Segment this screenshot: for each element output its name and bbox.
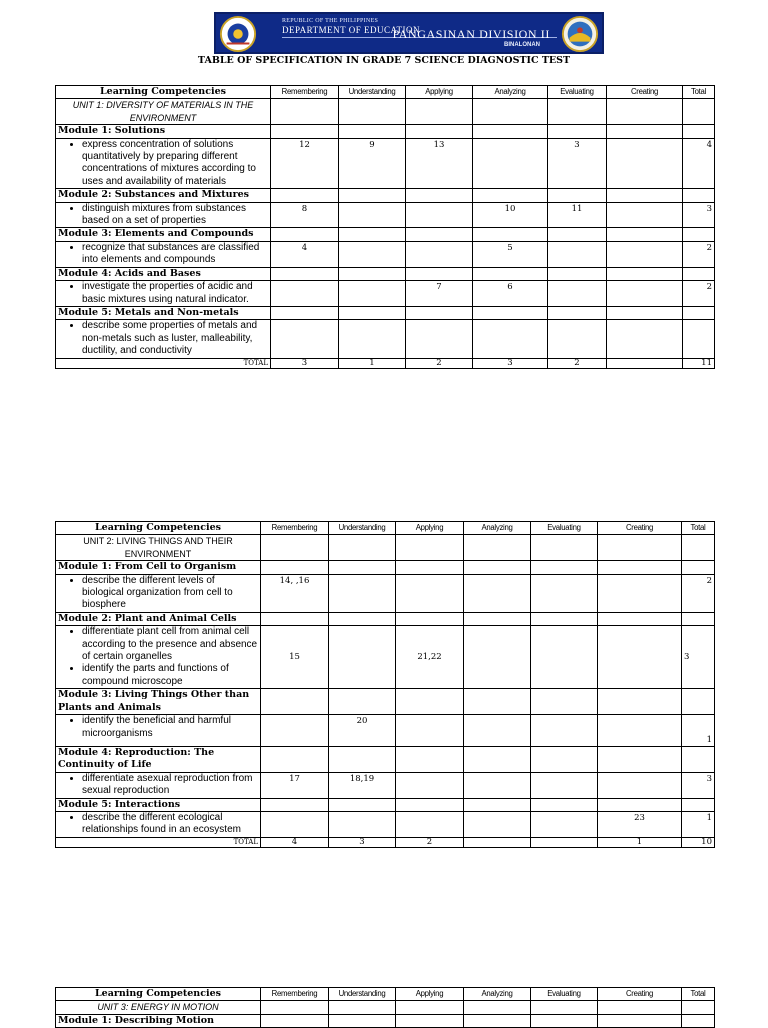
- module-row: [56, 228, 715, 241]
- competency-item: • describe some properties of metals and non-metals such as luster, malleability, ductility, and conductivity: [82, 320, 268, 357]
- evaluating-total: 2: [548, 358, 607, 368]
- creating-header: Creating: [607, 86, 683, 99]
- remembering-cell: [271, 281, 339, 307]
- understanding-cell: 20: [329, 715, 396, 747]
- competency-row: [56, 811, 715, 837]
- analyzing-cell: [473, 138, 548, 189]
- applying-cell: [396, 715, 464, 747]
- unit-title-row: [56, 535, 715, 561]
- deped-seal-icon: [219, 15, 257, 53]
- analyzing-total: 3: [473, 358, 548, 368]
- competency-item: • investigate the properties of acidic and basic mixtures using natural indicator.: [82, 281, 268, 306]
- creating-cell: [607, 202, 683, 228]
- analyzing-cell: 6: [473, 281, 548, 307]
- competency-item: • differentiate asexual reproduction from sexual reproduction: [82, 773, 258, 798]
- creating-total: [607, 358, 683, 368]
- competency-item: • differentiate plant cell from animal cell according to the presence and absence of certain organelles: [82, 626, 258, 663]
- analyzing-cell: [464, 715, 531, 747]
- competency-item: • express concentration of solutions quantitatively by preparing different concentrations of mixtures according to uses and availability of materials: [82, 139, 268, 189]
- evaluating-header: Evaluating: [531, 988, 598, 1001]
- competency-row: [56, 320, 715, 358]
- applying-cell: [406, 202, 473, 228]
- understanding-cell: [329, 626, 396, 689]
- understanding-cell: [339, 202, 406, 228]
- analyzing-cell: 5: [473, 241, 548, 267]
- applying-header: Applying: [396, 988, 464, 1001]
- analyzing-cell: [464, 574, 531, 612]
- total-label: TOTAL: [56, 837, 261, 847]
- competency-cell: [56, 241, 271, 267]
- competency-cell: [56, 281, 271, 307]
- module-row: [56, 1014, 715, 1027]
- remembering-total: 3: [271, 358, 339, 368]
- applying-total: 2: [406, 358, 473, 368]
- unit1-module5-title: Module 5: Metals and Non-metals: [56, 306, 271, 319]
- remembering-cell: 15: [261, 626, 329, 689]
- understanding-cell: 9: [339, 138, 406, 189]
- unit1-table: [55, 85, 715, 369]
- creating-header: Creating: [598, 988, 682, 1001]
- department-text: DEPARTMENT OF EDUCATION: [282, 25, 420, 35]
- unit2-module3-title: Module 3: Living Things Other than Plants and Animals: [56, 689, 261, 715]
- understanding-cell: [329, 574, 396, 612]
- evaluating-cell: 3: [548, 138, 607, 189]
- unit1-module1-title: Module 1: Solutions: [56, 125, 271, 138]
- unit2-module4-title: Module 4: Reproduction: The Continuity of Life: [56, 746, 261, 772]
- analyzing-cell: [464, 626, 531, 689]
- analyzing-cell: 10: [473, 202, 548, 228]
- evaluating-cell: [531, 772, 598, 798]
- applying-cell: 21,22: [396, 626, 464, 689]
- competency-item: • describe the different levels of biological organization from cell to biosphere: [82, 575, 258, 612]
- total-header: Total: [682, 522, 715, 535]
- competency-cell: [56, 574, 261, 612]
- unit2-module5-title: Module 5: Interactions: [56, 798, 261, 811]
- evaluating-header: Evaluating: [531, 522, 598, 535]
- remembering-cell: 17: [261, 772, 329, 798]
- applying-cell: [406, 241, 473, 267]
- remembering-cell: 4: [271, 241, 339, 267]
- total-cell: 2: [683, 281, 715, 307]
- competency-item: • describe the different ecological relationships found in an ecosystem: [82, 812, 258, 837]
- grand-total: 10: [682, 837, 715, 847]
- competency-row: [56, 715, 715, 747]
- understanding-cell: [339, 281, 406, 307]
- creating-header: Creating: [598, 522, 682, 535]
- evaluating-cell: 11: [548, 202, 607, 228]
- remembering-cell: [261, 715, 329, 747]
- division-seal-icon: [561, 15, 599, 53]
- analyzing-total: [464, 837, 531, 847]
- competency-cell: [56, 715, 261, 747]
- creating-cell: [598, 715, 682, 747]
- document-title: TABLE OF SPECIFICATION IN GRADE 7 SCIENCE DIAGNOSTIC TEST: [197, 55, 571, 66]
- module-row: [56, 561, 715, 574]
- grand-total: 11: [683, 358, 715, 368]
- total-cell: 1: [682, 811, 715, 837]
- understanding-cell: [329, 811, 396, 837]
- remembering-total: 4: [261, 837, 329, 847]
- applying-cell: 7: [406, 281, 473, 307]
- competency-cell: [56, 626, 261, 689]
- analyzing-header: Analyzing: [473, 86, 548, 99]
- module-row: [56, 267, 715, 280]
- remembering-header: Remembering: [261, 988, 329, 1001]
- unit3-title: UNIT 3: ENERGY IN MOTION: [56, 1001, 261, 1014]
- total-row: [56, 358, 715, 368]
- analyzing-cell: [464, 772, 531, 798]
- competency-cell: [56, 772, 261, 798]
- module-row: [56, 306, 715, 319]
- deped-banner: [214, 12, 604, 54]
- understanding-cell: 18,19: [329, 772, 396, 798]
- total-cell: 3: [682, 626, 715, 689]
- header-row: [56, 522, 715, 535]
- remembering-cell: 12: [271, 138, 339, 189]
- evaluating-total: [531, 837, 598, 847]
- remembering-header: Remembering: [271, 86, 339, 99]
- learning-competencies-header: Learning Competencies: [56, 988, 261, 1001]
- evaluating-cell: [531, 574, 598, 612]
- unit2-module2-title: Module 2: Plant and Animal Cells: [56, 612, 261, 625]
- competency-row: [56, 241, 715, 267]
- unit2-title: UNIT 2: LIVING THINGS AND THEIR ENVIRONMENT: [56, 535, 261, 561]
- total-cell: 3: [682, 772, 715, 798]
- total-label: TOTAL: [56, 358, 271, 368]
- module-row: [56, 689, 715, 715]
- competency-row: [56, 281, 715, 307]
- competency-row: [56, 574, 715, 612]
- remembering-cell: 8: [271, 202, 339, 228]
- unit-title-row: [56, 99, 715, 125]
- analyzing-cell: [464, 811, 531, 837]
- analyzing-header: Analyzing: [464, 522, 531, 535]
- applying-header: Applying: [396, 522, 464, 535]
- competency-item: • recognize that substances are classified into elements and compounds: [82, 242, 268, 267]
- division-text: PANGASINAN DIVISION II: [392, 27, 550, 41]
- competency-row: [56, 138, 715, 189]
- creating-cell: [607, 281, 683, 307]
- applying-header: Applying: [406, 86, 473, 99]
- unit3-table: [55, 987, 715, 1028]
- understanding-header: Understanding: [329, 988, 396, 1001]
- module-row: [56, 798, 715, 811]
- total-header: Total: [682, 988, 715, 1001]
- total-cell: 4: [683, 138, 715, 189]
- evaluating-cell: [531, 626, 598, 689]
- evaluating-cell: [548, 241, 607, 267]
- understanding-cell: [339, 241, 406, 267]
- creating-cell: [607, 138, 683, 189]
- unit1-module3-title: Module 3: Elements and Compounds: [56, 228, 271, 241]
- module-row: [56, 746, 715, 772]
- competency-row: [56, 772, 715, 798]
- unit1-module2-title: Module 2: Substances and Mixtures: [56, 189, 271, 202]
- competency-cell: [56, 811, 261, 837]
- applying-cell: 13: [406, 138, 473, 189]
- creating-cell: [598, 574, 682, 612]
- unit1-title: UNIT 1: DIVERSITY OF MATERIALS IN THE ENVIRONMENT: [56, 99, 271, 125]
- understanding-total: 3: [329, 837, 396, 847]
- remembering-cell: 14, ,16: [261, 574, 329, 612]
- total-cell: 2: [683, 241, 715, 267]
- applying-cell: [396, 574, 464, 612]
- competency-item: • identify the parts and functions of compound microscope: [82, 663, 258, 688]
- analyzing-header: Analyzing: [464, 988, 531, 1001]
- remembering-cell: [261, 811, 329, 837]
- header-row: [56, 86, 715, 99]
- understanding-total: 1: [339, 358, 406, 368]
- applying-total: 2: [396, 837, 464, 847]
- module-row: [56, 125, 715, 138]
- town-text: BINALONAN: [504, 42, 540, 48]
- unit2-table: [55, 521, 715, 848]
- applying-cell: [396, 772, 464, 798]
- applying-cell: [396, 811, 464, 837]
- module-row: [56, 612, 715, 625]
- unit1-module4-title: Module 4: Acids and Bases: [56, 267, 271, 280]
- creating-cell: [598, 626, 682, 689]
- unit3-module1-title: Module 1: Describing Motion: [56, 1014, 261, 1027]
- creating-cell: [607, 241, 683, 267]
- competency-cell: [56, 320, 271, 358]
- total-cell: 3: [683, 202, 715, 228]
- unit2-module1-title: Module 1: From Cell to Organism: [56, 561, 261, 574]
- evaluating-header: Evaluating: [548, 86, 607, 99]
- learning-competencies-header: Learning Competencies: [56, 86, 271, 99]
- evaluating-cell: [548, 281, 607, 307]
- competency-item: • identify the beneficial and harmful microorganisms: [82, 715, 258, 740]
- remembering-header: Remembering: [261, 522, 329, 535]
- creating-cell: [598, 772, 682, 798]
- total-header: Total: [683, 86, 715, 99]
- evaluating-cell: [531, 811, 598, 837]
- republic-text: REPUBLIC OF THE PHILIPPINES: [282, 18, 379, 24]
- evaluating-cell: [531, 715, 598, 747]
- competency-cell: [56, 202, 271, 228]
- module-row: [56, 189, 715, 202]
- learning-competencies-header: Learning Competencies: [56, 522, 261, 535]
- competency-row: [56, 626, 715, 689]
- competency-row: [56, 202, 715, 228]
- unit-title-row: [56, 1001, 715, 1014]
- understanding-header: Understanding: [329, 522, 396, 535]
- total-cell: 1: [682, 715, 715, 747]
- competency-item: • distinguish mixtures from substances based on a set of properties: [82, 203, 268, 228]
- total-cell: 2: [682, 574, 715, 612]
- header-row: [56, 988, 715, 1001]
- creating-cell: 23: [598, 811, 682, 837]
- total-row: [56, 837, 715, 847]
- creating-total: 1: [598, 837, 682, 847]
- competency-cell: [56, 138, 271, 189]
- understanding-header: Understanding: [339, 86, 406, 99]
